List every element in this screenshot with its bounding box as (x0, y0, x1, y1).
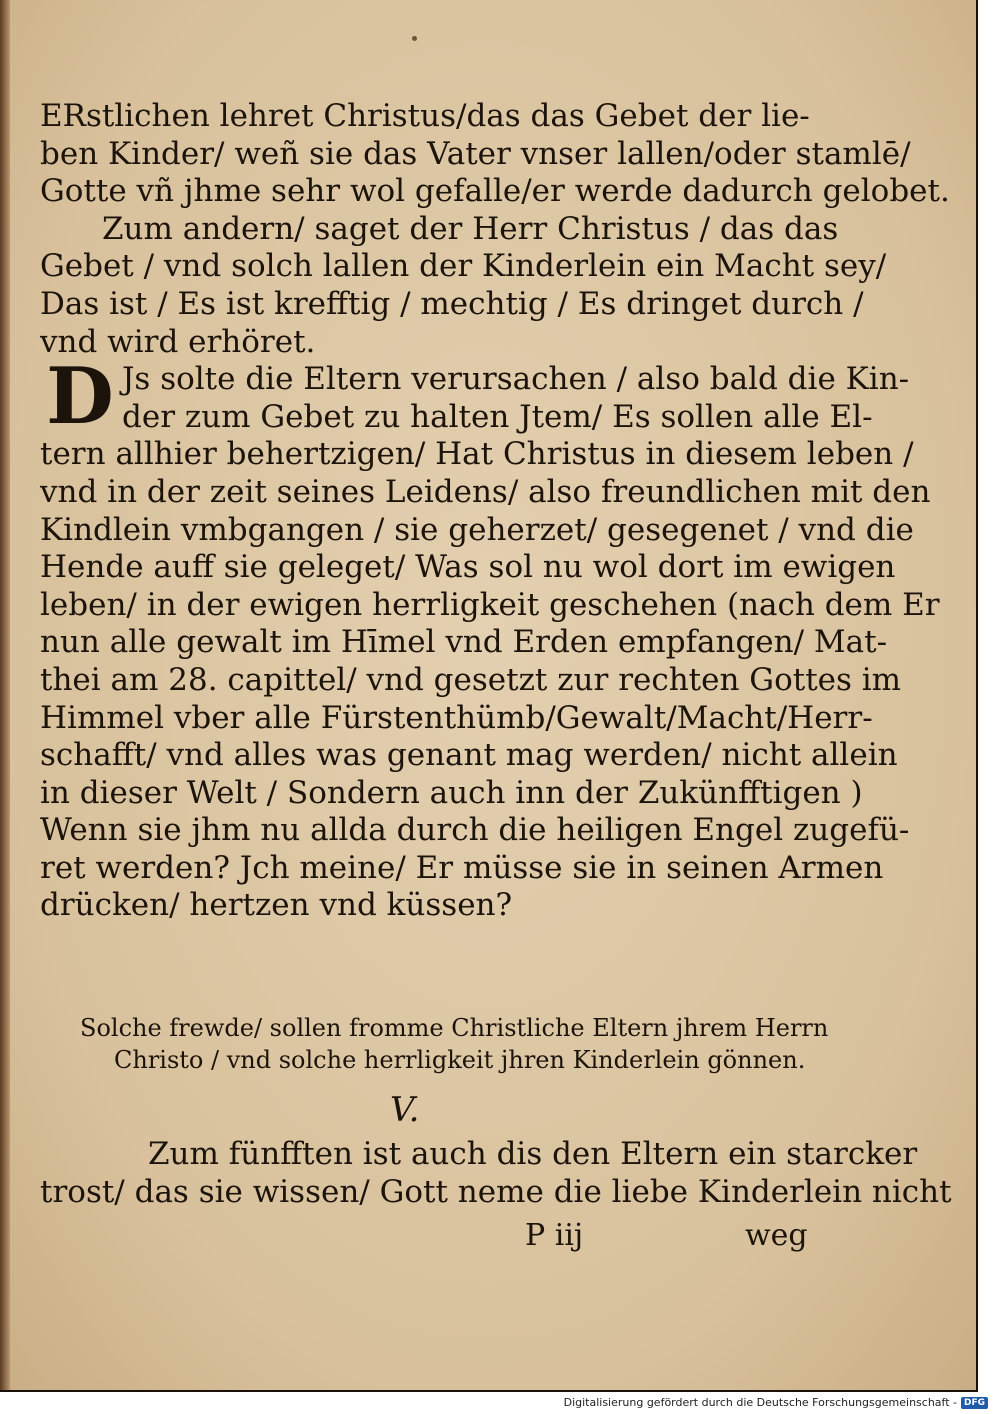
marginal-note (80, 1012, 860, 1076)
text-line: Gotte vñ jhme sehr wol gefalle/er werde dadurch gelobet. (40, 173, 950, 210)
text-line: Zum fünfften ist auch dis den Eltern ein starcker (148, 1136, 918, 1172)
paragraph-with-initial (40, 351, 940, 925)
signature-mark: P iij (525, 1218, 584, 1253)
text-line: vnd wird erhöret. (40, 323, 316, 360)
section-number: V. (390, 1090, 420, 1130)
text-line: ben Kinder/ weñ sie das Vater vnser lallen/oder stamlē/ (40, 135, 911, 172)
text-line: Zum andern/ saget der Herr Christus / das das (102, 210, 839, 247)
text-line: in dieser Welt / Sondern auch inn der Zukünfftigen ) (40, 774, 863, 811)
text-line: thei am 28. capittel/ vnd gesetzt zur rechten Gottes im (40, 661, 902, 698)
dfg-logo-icon: DFG (961, 1397, 988, 1409)
text-line: Himmel vber alle Fürstenthümb/Gewalt/Macht/Herr- (40, 699, 873, 736)
footer-credit (564, 1396, 988, 1409)
text-line: nun alle gewalt im Hīmel vnd Erden empfangen/ Mat- (40, 624, 888, 661)
catchword: weg (745, 1218, 808, 1253)
note-line: Solche frewde/ sollen fromme Christliche Eltern jhrem Herrn (80, 1014, 829, 1042)
body-text (40, 98, 950, 925)
text-line: Wenn sie jhm nu allda durch die heiligen Engel zugefü- (40, 812, 910, 849)
decorated-initial: D (46, 351, 114, 443)
text-line: drücken/ hertzen vnd küssen? (40, 887, 513, 924)
text-line: Kindlein vmbgangen / sie geherzet/ gesegenet / vnd die (40, 511, 914, 548)
text-line: ERstlichen lehret Christus/das das Gebet der lie- (40, 98, 810, 134)
text-line: Hende auff sie geleget/ Was sol nu wol dort im ewigen (40, 549, 896, 586)
text-line: Das ist / Es ist krefftig / mechtig / Es dringet durch / (40, 285, 864, 322)
text-line: der zum Gebet zu halten Jtem/ Es sollen alle El- (122, 398, 873, 435)
closing-text (40, 1136, 952, 1211)
footer-text: Digitalisierung gefördert durch die Deutsche Forschungsgemeinschaft - (563, 1396, 957, 1409)
ink-speck (412, 36, 417, 41)
text-line: trost/ das sie wissen/ Gott neme die liebe Kinderlein nicht (40, 1173, 952, 1210)
text-line: vnd in der zeit seines Leidens/ also freundlichen mit den (40, 473, 931, 510)
text-line: Gebet / vnd solch lallen der Kinderlein ein Macht sey/ (40, 248, 887, 285)
note-line: Christo / vnd solche herrligkeit jhren Kinderlein gönnen. (114, 1046, 806, 1074)
text-line: leben/ in der ewigen herrligkeit geschehen (nach dem Er (40, 586, 940, 623)
text-line: Js solte die Eltern verursachen / also bald die Kin- (122, 361, 910, 398)
text-line: tern allhier behertzigen/ Hat Christus in diesem leben / (40, 436, 914, 473)
text-line: schafft/ vnd alles was genant mag werden/ nicht allein (40, 737, 898, 774)
text-line: ret werden? Jch meine/ Er müsse sie in seinen Armen (40, 849, 884, 886)
